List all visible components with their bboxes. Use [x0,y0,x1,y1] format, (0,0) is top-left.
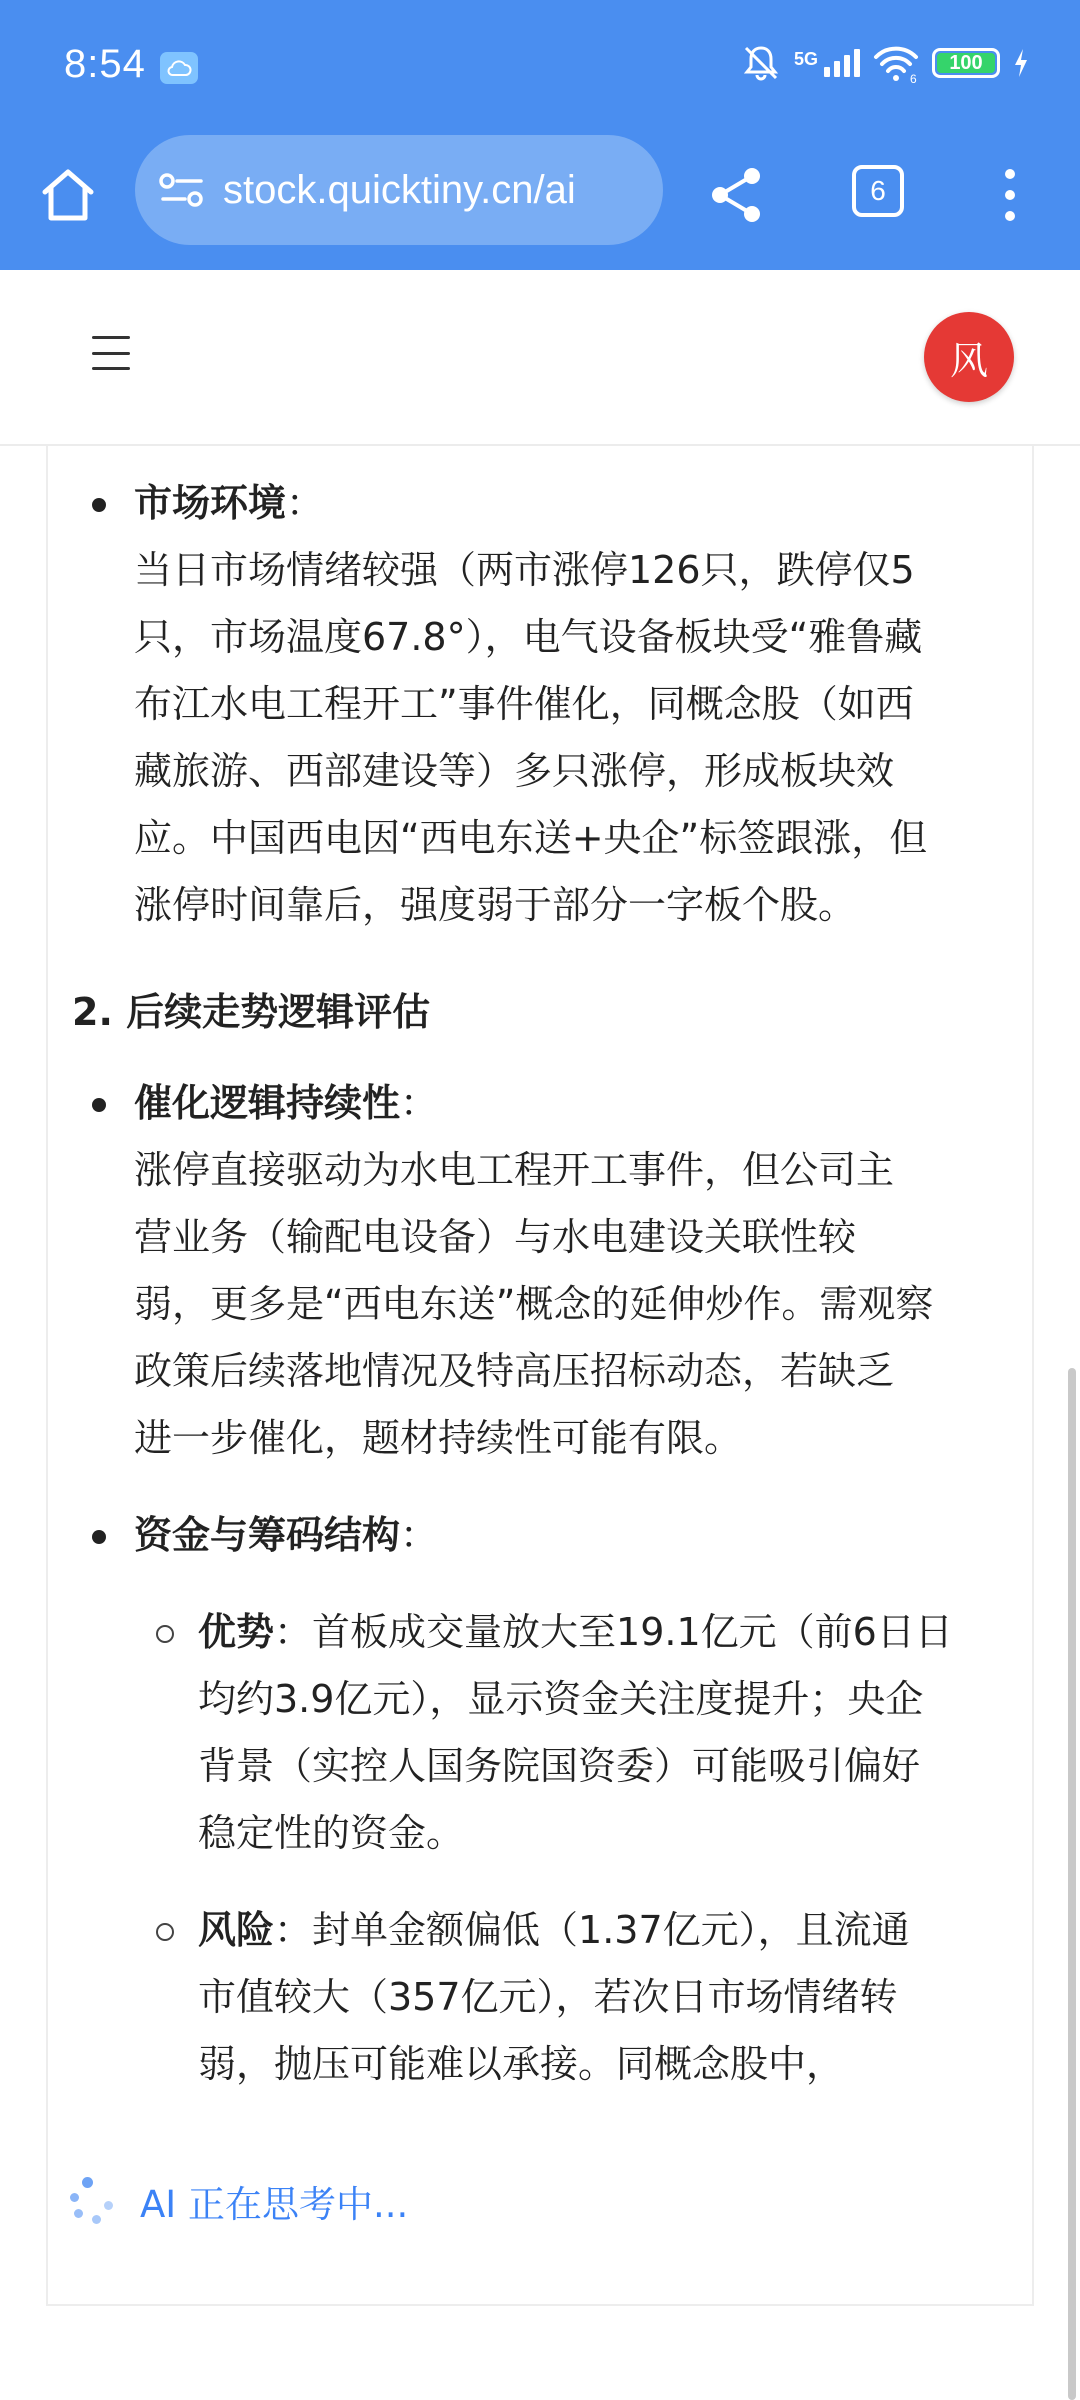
paragraph-line: 应。中国西电因“西电东送+央企”标签跟涨，但 [134,816,928,860]
battery-level: 100 [949,51,983,74]
home-button[interactable] [38,165,98,225]
paragraph-line: 藏旅游、西部建设等）多只涨停，形成板块效 [134,749,895,793]
thinking-text: AI 正在思考中... [140,2183,409,2226]
svg-text:6: 6 [910,72,917,83]
tab-switcher-button[interactable]: 6 [852,165,904,217]
paragraph-line: 涨停直接驱动为水电工程开工事件，但公司主 [134,1148,895,1192]
share-button[interactable] [705,163,769,227]
hamburger-menu-icon[interactable] [92,336,130,370]
bullet-label: 市场环境 [134,481,287,525]
menu-dot [1005,211,1015,221]
url-text: stock.quicktiny.cn/ai [223,167,576,212]
ai-thinking-indicator [70,2174,408,2228]
bullet-label: 风险 [198,1908,275,1952]
bullet-label: 催化逻辑持续性 [134,1081,401,1125]
bell-off-icon [740,42,782,84]
bullet-label: 优势 [198,1610,275,1654]
user-avatar[interactable]: 风 [924,312,1014,402]
more-menu-button[interactable] [990,163,1030,227]
ai-answer-card [46,446,1034,2306]
cloud-icon [160,52,198,84]
paragraph-line: 首板成交量放大至19.1亿元（前6日日 [312,1610,953,1654]
status-icons [740,42,1030,84]
loading-spinner-icon [70,2177,118,2225]
paragraph-line: 政策后续落地情况及特高压招标动态，若缺乏 [134,1349,895,1393]
paragraph-line: 营业务（输配电设备）与水电建设关联性较 [134,1215,857,1259]
battery-icon [932,48,1000,78]
paragraph-line: 弱，更多是“西电东送”概念的延伸炒作。需观察 [134,1282,934,1326]
site-settings-icon[interactable] [159,172,205,208]
menu-dot [1005,190,1015,200]
sub-item-risk: 风险：封单金额偏低（1.37亿元），且流通 市值较大（357亿元），若次日市场情绪转 弱，抛压可能难以承接。同概念股中， [72,1897,1022,2098]
paragraph-line: 稳定性的资金。 [198,1811,465,1855]
paragraph-line: 背景（实控人国务院国资委）可能吸引偏好 [198,1744,921,1788]
paragraph-line: 封单金额偏低（1.37亿元），且流通 [312,1908,910,1952]
paragraph-line: 布江水电工程开工”事件催化，同概念股（如西 [134,682,914,726]
page-scrollbar[interactable] [1068,1368,1076,2400]
paragraph-line: 涨停时间靠后，强度弱于部分一字板个股。 [134,883,857,927]
section-heading: 2. 后续走势逻辑评估 [72,990,431,1034]
menu-dot [1005,169,1015,179]
list-item-catalyst: 催化逻辑持续性： 涨停直接驱动为水电工程开工事件，但公司主 营业务（输配电设备）与水电建设关联性较 弱，更多是“西电东送”概念的延伸炒作。需观察 政策后续落地情况及特高压招标动态，若缺乏 进一步催化，题材持续性可能有限。 [72,1070,1022,1472]
paragraph-line: 弱，抛压可能难以承接。同概念股中， [198,2042,845,2086]
list-item-capital: 资金与筹码结构： [72,1502,1022,1569]
wifi-icon [872,43,920,83]
paragraph-line: 市值较大（357亿元），若次日市场情绪转 [198,1975,898,2019]
browser-toolbar [0,135,1080,270]
bullet-label: 资金与筹码结构 [134,1513,401,1557]
paragraph-line: 均约3.9亿元），显示资金关注度提升；央企 [198,1677,924,1721]
paragraph-line: 进一步催化，题材持续性可能有限。 [134,1416,743,1460]
share-icon [708,166,766,224]
charging-icon [1012,47,1030,79]
sub-item-advantage: 优势：首板成交量放大至19.1亿元（前6日日 均约3.9亿元），显示资金关注度提升；央企 背景（实控人国务院国资委）可能吸引偏好 稳定性的资金。 [72,1599,1022,1867]
status-time: 8:54 [64,42,146,86]
paragraph-line: 只，市场温度67.8°），电气设备板块受“雅鲁藏 [134,615,923,659]
home-icon [39,168,97,222]
network-type: 5G [793,49,818,69]
address-bar[interactable] [135,135,663,245]
site-header [0,270,1080,446]
browser-chrome [0,0,1080,270]
answer-content [72,446,1022,2098]
status-bar [0,0,1080,135]
signal-icon [794,49,860,77]
list-item-market-env: 市场环境： 当日市场情绪较强（两市涨停126只，跌停仅5 只，市场温度67.8°），电气设备板块受“雅鲁藏 布江水电工程开工”事件催化，同概念股（如西 藏旅游、西部建设等）多只涨停，形成板块效 应。中国西电因“西电东送+央企”标签跟涨，但 涨停时间靠后，强度弱于部分一字板个股。 [72,470,1022,939]
paragraph-line: 当日市场情绪较强（两市涨停126只，跌停仅5 [134,548,915,592]
